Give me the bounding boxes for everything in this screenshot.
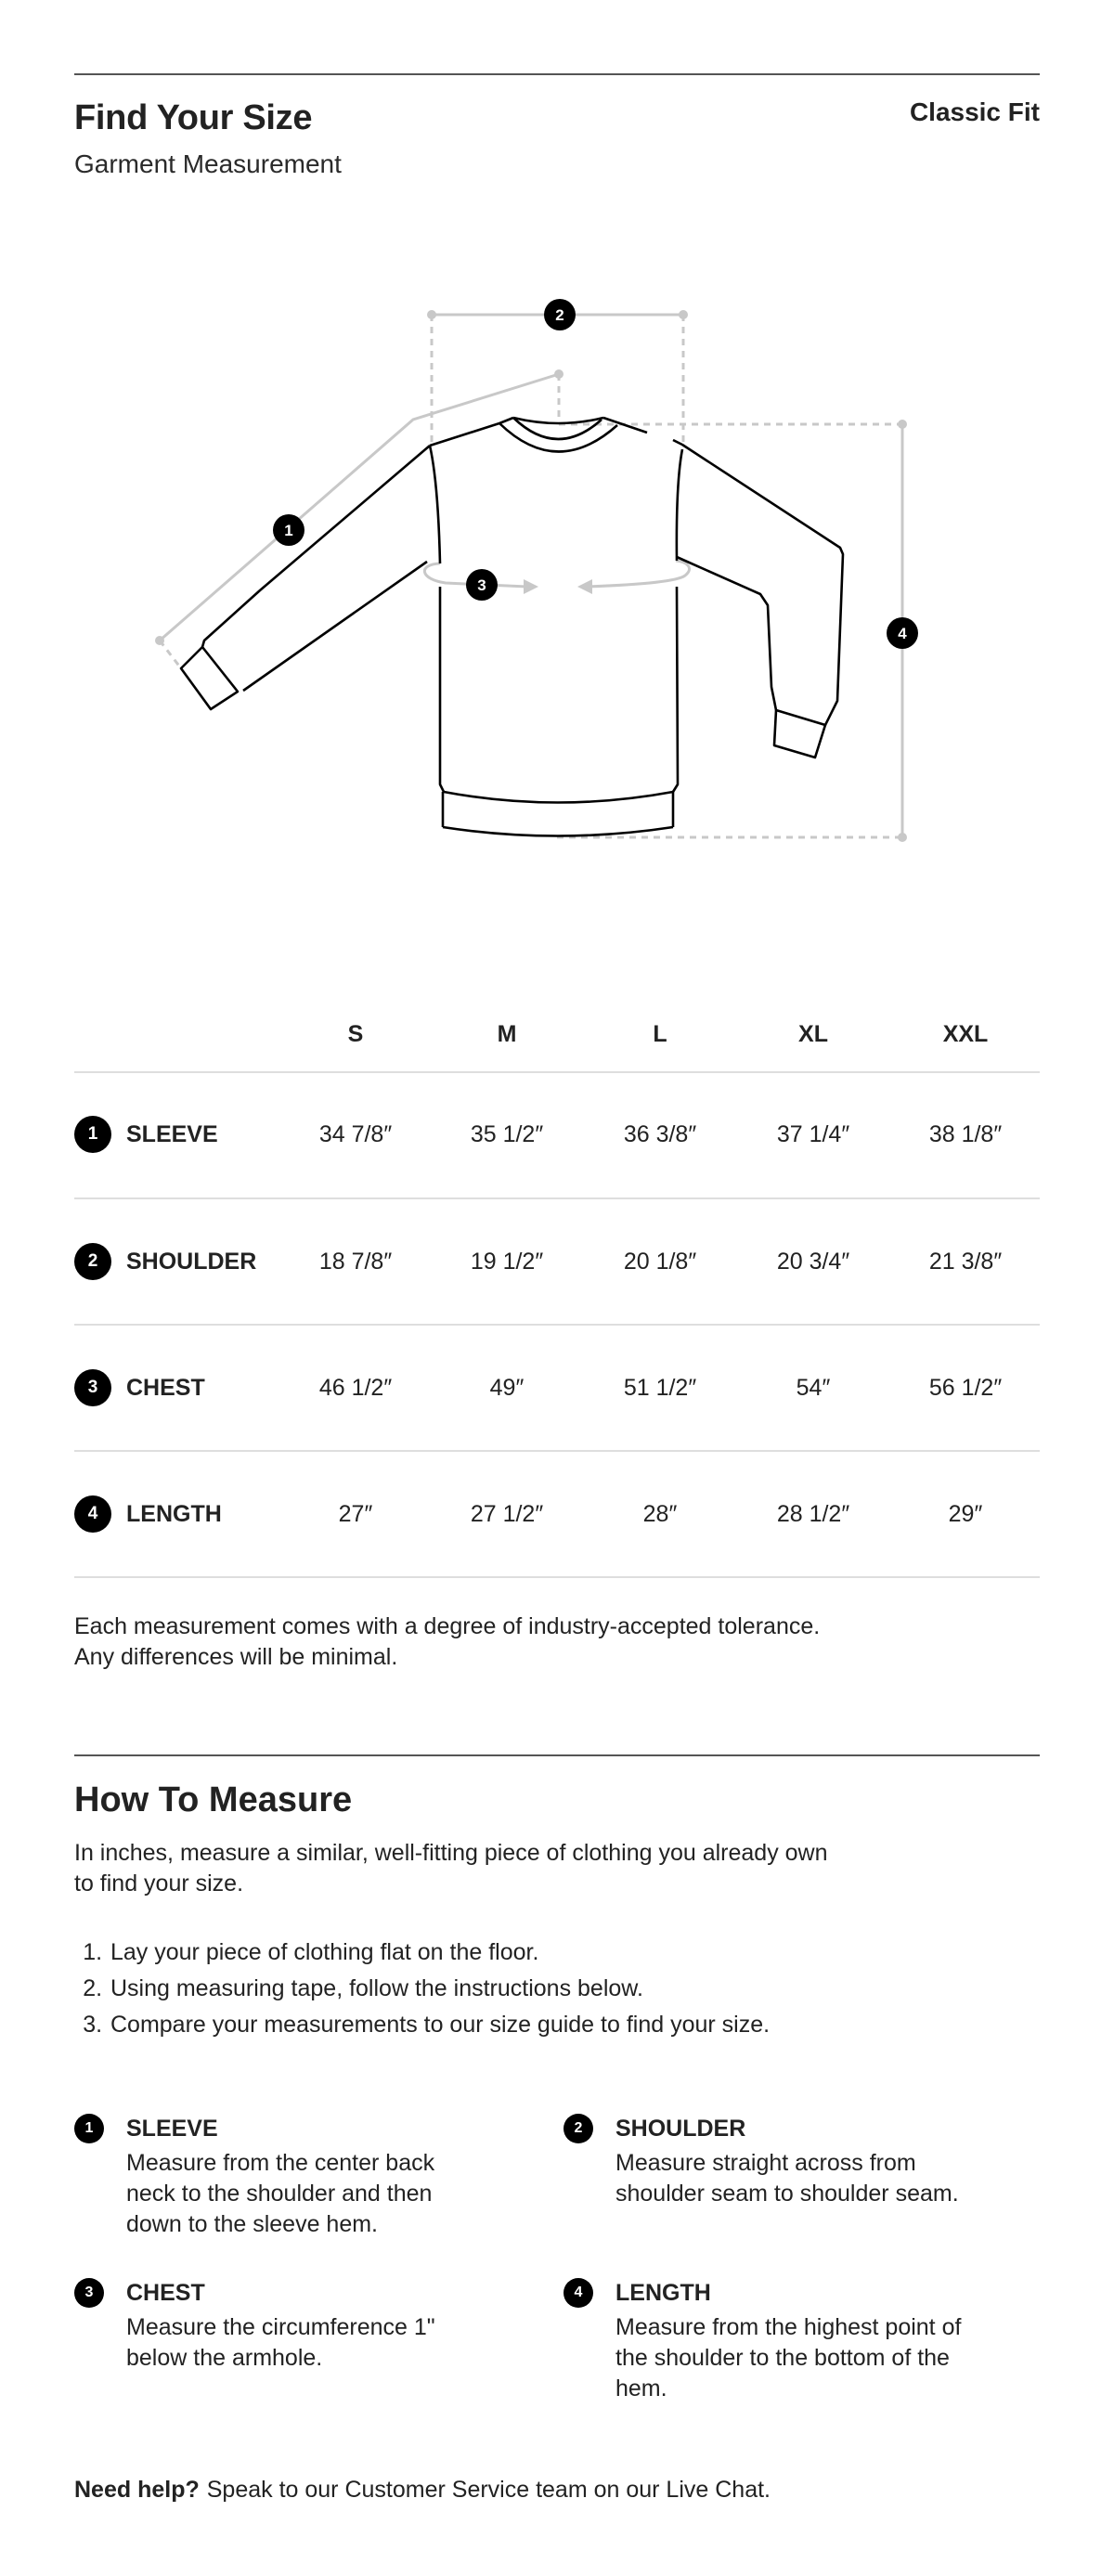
table-cell: 20 1/8″: [623, 1249, 697, 1275]
table-cell: 56 1/2″: [928, 1375, 1003, 1401]
table-cell: 27 1/2″: [470, 1501, 544, 1527]
table-cell: 29″: [948, 1501, 983, 1527]
guide-title: CHEST: [126, 2280, 205, 2306]
body-left-lower: [440, 587, 444, 792]
step-item: 1. Lay your piece of clothing flat on the floor.: [109, 1935, 770, 1971]
how-to-intro-line-2: to find your size.: [74, 1871, 244, 1896]
steps-list: [74, 1935, 770, 2043]
row-label: CHEST: [126, 1375, 205, 1401]
tolerance-note-line-2: Any differences will be minimal.: [74, 1644, 398, 1670]
number-badge: 2: [563, 2114, 593, 2143]
table-row-chest: [0, 1369, 1114, 1406]
table-cell: 19 1/2″: [470, 1249, 544, 1275]
body-left-upper: [430, 446, 440, 563]
help-lead: Need help?: [74, 2477, 200, 2503]
top-divider: [74, 73, 1040, 75]
guide-text: Measure from the center back neck to the shoulder and then down to the sleeve hem.: [126, 2150, 435, 2237]
table-cell: 21 3/8″: [928, 1249, 1003, 1275]
left-shoulder: [430, 418, 513, 446]
row-label: LENGTH: [126, 1501, 222, 1527]
number-badge: 3: [74, 1369, 111, 1406]
neck-band-outer: [499, 423, 617, 452]
badge-4: 4: [898, 625, 907, 642]
badge-1: 1: [284, 522, 293, 539]
page-title: Find Your Size: [74, 98, 313, 137]
guide-title: SHOULDER: [615, 2116, 746, 2142]
number-badge: 2: [74, 1243, 111, 1280]
hem-bottom: [443, 827, 673, 836]
table-row-length: [0, 1495, 1114, 1533]
right-cuff: [774, 710, 825, 757]
table-cell: 46 1/2″: [318, 1375, 393, 1401]
tolerance-note: [74, 1612, 820, 1673]
table-cell: 27″: [338, 1501, 373, 1527]
table-divider: [74, 1071, 1040, 1073]
badge-2: 2: [555, 306, 564, 324]
table-cell: 36 3/8″: [623, 1121, 697, 1147]
diagram-badges: [273, 299, 918, 649]
table-cell: 18 7/8″: [318, 1249, 393, 1275]
section-divider: [74, 1754, 1040, 1756]
page-subtitle: Garment Measurement: [74, 149, 342, 178]
table-cell: 54″: [796, 1375, 831, 1401]
guide-text: Measure from the highest point of the shoulder to the bottom of the hem.: [615, 2314, 962, 2401]
table-row-sleeve: [0, 1116, 1114, 1153]
size-header-s: S: [347, 1021, 364, 1047]
hem-top: [444, 792, 673, 803]
table-cell: 38 1/8″: [928, 1121, 1003, 1147]
tolerance-note-line-1: Each measurement comes with a degree of industry-accepted tolerance.: [74, 1613, 821, 1639]
right-sleeve-outer: [682, 445, 843, 725]
chest-right-loop: [585, 561, 690, 587]
badge-3: 3: [477, 576, 486, 594]
left-sleeve-outer: [202, 446, 430, 647]
chest-arrow-left: [577, 579, 592, 594]
right-shoulder-b: [673, 440, 682, 445]
size-header-xxl: XXL: [942, 1021, 989, 1047]
table-divider: [74, 1576, 1040, 1578]
how-to-intro: [74, 1838, 828, 1899]
table-cell: 35 1/2″: [470, 1121, 544, 1147]
how-to-title: How To Measure: [74, 1780, 353, 1819]
body-right-upper: [677, 449, 682, 561]
guide-title: LENGTH: [615, 2280, 711, 2306]
table-cell: 28 1/2″: [776, 1501, 850, 1527]
table-cell: 37 1/4″: [776, 1121, 850, 1147]
table-cell: 34 7/8″: [318, 1121, 393, 1147]
right-sleeve-inner: [677, 557, 776, 710]
row-label: SLEEVE: [126, 1121, 218, 1147]
body-right-lower: [673, 587, 678, 792]
sleeve-end-dash: [160, 641, 181, 668]
size-header-xl: XL: [798, 1021, 828, 1047]
help-footer: [74, 2477, 771, 2504]
number-badge: 1: [74, 1116, 111, 1153]
sleeve-measure-line: [160, 374, 559, 641]
table-divider: [74, 1324, 1040, 1326]
number-badge: 4: [74, 1495, 111, 1533]
guide-title: SLEEVE: [126, 2116, 218, 2142]
table-row-shoulder: [0, 1243, 1114, 1280]
table-divider: [74, 1197, 1040, 1199]
size-header-m: M: [497, 1021, 517, 1047]
help-text[interactable]: Speak to our Customer Service team on our Live Chat.: [206, 2477, 771, 2503]
neck-inner: [513, 418, 603, 423]
garment-diagram: [0, 278, 1114, 873]
step-item: 2. Using measuring tape, follow the instructions below.: [109, 1971, 770, 2007]
left-cuff: [181, 647, 238, 709]
number-badge: 4: [563, 2278, 593, 2308]
number-badge: 3: [74, 2278, 104, 2308]
size-header-l: L: [653, 1021, 667, 1047]
table-divider: [74, 1450, 1040, 1452]
guide-text: Measure the circumference 1" below the armhole.: [126, 2314, 435, 2371]
sweater-outline: [181, 418, 843, 836]
table-cell: 20 3/4″: [776, 1249, 850, 1275]
measure-dots: [155, 310, 907, 842]
number-badge: 1: [74, 2114, 104, 2143]
row-label: SHOULDER: [126, 1249, 257, 1275]
table-cell: 51 1/2″: [623, 1375, 697, 1401]
chest-arrow-right: [524, 579, 538, 594]
guide-text: Measure straight across from shoulder seam to shoulder seam.: [615, 2150, 959, 2207]
step-item: 3. Compare your measurements to our size guide to find your size.: [109, 2007, 770, 2043]
how-to-intro-line-1: In inches, measure a similar, well-fitting piece of clothing you already own: [74, 1840, 828, 1866]
table-cell: 28″: [642, 1501, 678, 1527]
fit-label: Classic Fit: [909, 97, 1040, 126]
table-cell: 49″: [489, 1375, 525, 1401]
measure-guides: [160, 315, 902, 837]
